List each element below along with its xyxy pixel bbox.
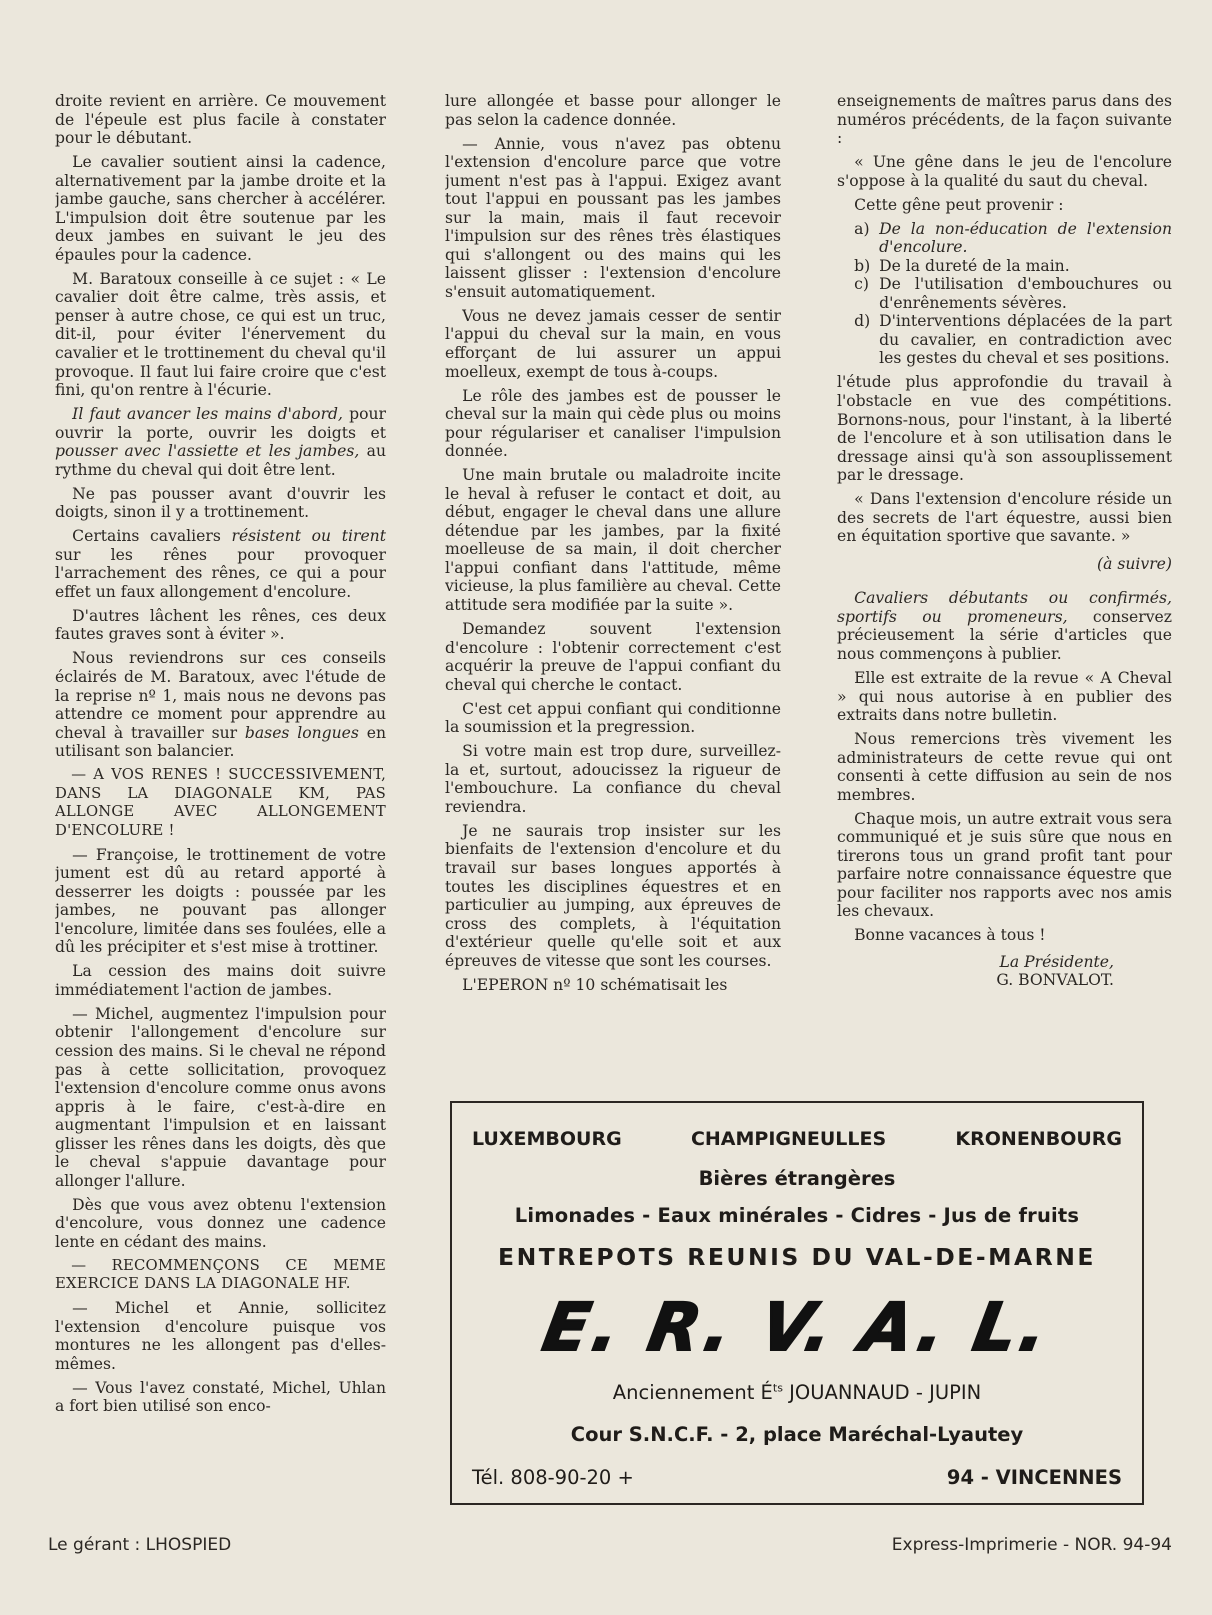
text: JOUANNAUD - JUPIN bbox=[782, 1381, 982, 1404]
list-text: De la dureté de la main. bbox=[879, 256, 1070, 275]
cause-list bbox=[837, 220, 1172, 368]
text: sur les rênes pour provoquer l'arrachement des rênes, ce qui a pour effet un faux allongement d'encolure. bbox=[55, 545, 386, 601]
text: pour ouvrir la porte, ouvrir les doigts et bbox=[55, 405, 386, 442]
article-column-2 bbox=[445, 92, 781, 1084]
emphasis: résistent ou tirent bbox=[231, 527, 386, 546]
article-column-1 bbox=[55, 92, 386, 1505]
text: Anciennement É bbox=[612, 1381, 773, 1404]
emphasis: Il faut avancer les mains d'abord, bbox=[72, 405, 343, 424]
emphasis: La Présidente, bbox=[999, 952, 1114, 971]
list-item bbox=[837, 312, 1172, 368]
footer-manager: Le gérant : LHOSPIED bbox=[48, 1535, 232, 1555]
paragraph: Nous remercions très vivement les administrateurs de cette revue qui ont consenti à cette diffusion au sein de nos membres. bbox=[837, 730, 1172, 804]
paragraph: enseignements de maîtres parus dans des numéros précédents, de la façon suivante : bbox=[837, 92, 1172, 148]
paragraph: Bonne vacances à tous ! bbox=[854, 926, 1046, 945]
paragraph bbox=[837, 589, 1172, 663]
footer-printer: Express-Imprimerie - NOR. 94-94 bbox=[891, 1535, 1172, 1555]
paragraph: C'est cet appui confiant qui conditionne la soumission et la pregression. bbox=[445, 699, 781, 737]
signature-title bbox=[837, 953, 1172, 972]
paragraph: — Michel et Annie, sollicitez l'extension d'encolure puisque vos montures ne les allongent pas d'elles-mêmes. bbox=[55, 1299, 386, 1373]
paragraph: « Une gêne dans le jeu de l'encolure s'oppose à la qualité du saut du cheval. bbox=[837, 153, 1172, 190]
text: Nous reviendrons sur ces conseils éclairés de M. Baratoux, avec l'étude de la reprise nº 1, mais nous ne devons pas attendre ce moment pour apprendre au cheval à travailler sur bbox=[55, 649, 386, 742]
paragraph: Elle est extraite de la revue « A Cheval » qui nous autorise à en publier des extraits dans notre bulletin. bbox=[837, 668, 1172, 725]
paragraph: — Annie, vous n'avez pas obtenu l'extension d'encolure parce que votre jument n'est pas à l'appui. Exigez avant tout l'appui en poussant pas les jambes sur la main, mais il faut recevoir l'impulsion sur des rênes très élastiques qui s'allongent ou des mains qui les laissent glisser : l'extension d'encolure s'ensuit automatiquement. bbox=[445, 134, 781, 301]
paragraph: Le cavalier soutient ainsi la cadence, alternativement par la jambe droite et la jambe gauche, sans chercher à accélérer. L'impulsion doit être soutenue par les deux jambes en suivant le jeu des épaules pour la cadence. bbox=[55, 153, 386, 264]
list-item bbox=[837, 257, 1172, 276]
signature-name: G. BONVALOT. bbox=[996, 971, 1114, 990]
text: en utilisant son balancier. bbox=[55, 723, 386, 761]
paragraph: M. Baratoux conseille à ce sujet : « Le cavalier doit être calme, très assis, et penser à autre chose, ce qui est un truc, dit-il, pour éviter l'énervement du cavalier et le trottinement du cheval qu'il provoque. Il faut lui faire croire que c'est fini, qu'on rentre à l'écurie. bbox=[55, 269, 386, 400]
brand-row bbox=[472, 1128, 1122, 1150]
ad-address: Cour S.N.C.F. - 2, place Maréchal-Lyautey bbox=[570, 1423, 1024, 1446]
paragraph: Vous ne devez jamais cesser de sentir l'appui du cheval sur la main, en vous efforçant de lui assurer un appui moelleux, exempt de tous à-coups. bbox=[445, 306, 781, 381]
paragraph: L'EPERON nº 10 schématisait les bbox=[462, 975, 728, 994]
paragraph: Je ne saurais trop insister sur les bienfaits de l'extension d'encolure et du travail sur bases longues apportés à toutes les disciplines équestres et en particulier au jumping, aux épreuves de cross des complets, à l'équitation d'extérieur quelle qu'elle soit et aux épreuves de vitesse que sont les courses. bbox=[445, 821, 781, 970]
paragraph: Chaque mois, un autre extrait vous sera communiqué et je suis sûre que nous en tirerons tous un grand profit tant pour parfaire notre connaissance équestre que pour faciliter nos rapports avec nos amis les chevaux. bbox=[837, 809, 1172, 921]
list-marker: c) bbox=[854, 275, 869, 294]
paragraph bbox=[55, 405, 386, 479]
paragraph: Ne pas pousser avant d'ouvrir les doigts, sinon il y a trottinement. bbox=[55, 484, 386, 522]
paragraph: — Vous l'avez constaté, Michel, Uhlan a fort bien utilisé son enco- bbox=[55, 1378, 386, 1416]
list-item bbox=[837, 275, 1172, 312]
paragraph: D'autres lâchent les rênes, ces deux fautes graves sont à éviter ». bbox=[55, 606, 386, 644]
instruction-heading: — A VOS RENES ! SUCCESSIVEMENT, DANS LA DIAGONALE KM, PAS ALLONGE AVEC ALLONGEMENT D'ENCOLURE ! bbox=[55, 766, 386, 839]
superscript: ts bbox=[772, 1381, 783, 1395]
emphasis: pousser avec l'assiette et les jambes, bbox=[55, 442, 360, 461]
emphasis: Cavaliers débutants ou confirmés, sportifs ou promeneurs, bbox=[837, 589, 1172, 626]
brand-champigneulles: CHAMPIGNEULLES bbox=[690, 1128, 887, 1150]
advertisement-box bbox=[450, 1101, 1144, 1505]
ad-products: Limonades - Eaux minérales - Cidres - Jus de fruits bbox=[514, 1204, 1080, 1227]
brand-kronenbourg: KRONENBOURG bbox=[955, 1128, 1122, 1150]
ad-contact-row bbox=[472, 1466, 1122, 1489]
list-marker: a) bbox=[854, 219, 870, 238]
brand-luxembourg: LUXEMBOURG bbox=[472, 1128, 622, 1150]
to-be-continued bbox=[837, 555, 1172, 574]
paragraph: Une main brutale ou maladroite incite le heval à refuser le contact et doit, au début, engager le cheval dans une allure détendue par les jambes, par la fixité moelleuse de sa main, il doit chercher l'appui confiant dans l'attitude, même vicieuse, la plus familière au cheval. Cette attitude sera modifiée par la suite ». bbox=[445, 466, 781, 615]
paragraph: La cession des mains doit suivre immédiatement l'action de jambes. bbox=[55, 962, 386, 999]
emphasis: (à suivre) bbox=[1097, 555, 1172, 574]
article-column-3 bbox=[837, 92, 1172, 1088]
ad-subtitle: Bières étrangères bbox=[698, 1167, 896, 1190]
ad-city: 94 - VINCENNES bbox=[946, 1466, 1122, 1489]
paragraph: — Michel, augmentez l'impulsion pour obtenir l'allongement d'encolure sur cession des mains. Si le cheval ne répond pas à cette sollicitation, provoquez l'extension d'encolure comme onus avons appris à le faire, c'est-à-dire en augmentant l'impulsion et en laissant glisser les rênes dans les doigts, dès que le cheval s'appuie davantage pour allonger l'allure. bbox=[55, 1004, 386, 1190]
list-marker: d) bbox=[854, 312, 871, 331]
paragraph: l'étude plus approfondie du travail à l'obstacle en vue des compétitions. Bornons-nous, pour l'instant, à la liberté de l'encolure et à son utilisation dans le dressage ainsi qu'à son assouplissement par le dressage. bbox=[837, 373, 1172, 485]
paragraph: Dès que vous avez obtenu l'extension d'encolure, vous donnez une cadence lente en cédant des mains. bbox=[55, 1195, 386, 1251]
erval-logo: E. R. V. A. L. bbox=[537, 1289, 1057, 1366]
paragraph bbox=[55, 527, 386, 601]
list-text: D'interventions déplacées de la part du cavalier, en contradiction avec les gestes du cheval et ses positions. bbox=[879, 312, 1172, 368]
list-text: De l'utilisation d'embouchures ou d'enrênements sévères. bbox=[879, 275, 1172, 312]
list-marker: b) bbox=[854, 256, 871, 275]
list-text: De la non-éducation de l'extension d'encolure. bbox=[879, 219, 1172, 257]
emphasis: bases longues bbox=[244, 723, 359, 742]
paragraph: lure allongée et basse pour allonger le pas selon la cadence donnée. bbox=[445, 92, 781, 129]
list-item bbox=[837, 220, 1172, 257]
ad-former-name bbox=[452, 1381, 1142, 1404]
paragraph: Cette gêne peut provenir : bbox=[854, 195, 1064, 214]
paragraph: Le rôle des jambes est de pousser le cheval sur la main qui cède plus ou moins pour régulariser et canaliser l'impulsion donnée. bbox=[445, 386, 781, 461]
instruction-heading: — RECOMMENÇONS CE MEME EXERCICE DANS LA DIAGONALE HF. bbox=[55, 1256, 386, 1293]
paragraph: Si votre main est trop dure, surveillez-la et, surtout, adoucissez la rigueur de l'embouchure. La confiance du cheval reviendra. bbox=[445, 742, 781, 816]
text: Certains cavaliers bbox=[72, 527, 232, 546]
text: conservez précieusement la série d'articles que nous commençons à publier. bbox=[837, 607, 1172, 663]
paragraph: Demandez souvent l'extension d'encolure : l'obtenir correctement c'est acquérir la preuve de l'appui confiant du cheval qui cherche le contact. bbox=[445, 620, 781, 694]
ad-phone: Tél. 808-90-20 + bbox=[472, 1466, 634, 1489]
text: au rythme du cheval qui doit être lent. bbox=[55, 442, 386, 479]
paragraph: droite revient en arrière. Ce mouvement de l'épeule est plus facile à constater pour le débutant. bbox=[55, 92, 386, 148]
paragraph: — Françoise, le trottinement de votre jument est dû au retard apporté à desserrer les doigts : poussée par les jambes, ne pouvant pas allonger l'encolure, limitée dans ses foulées, elle a dû les précipiter et s'est mise à trottiner. bbox=[55, 845, 386, 957]
ad-company-name: ENTREPOTS REUNIS DU VAL-DE-MARNE bbox=[498, 1243, 1096, 1271]
paragraph: « Dans l'extension d'encolure réside un des secrets de l'art équestre, aussi bien en équitation sportive que savante. » bbox=[837, 490, 1172, 546]
paragraph bbox=[55, 649, 386, 760]
